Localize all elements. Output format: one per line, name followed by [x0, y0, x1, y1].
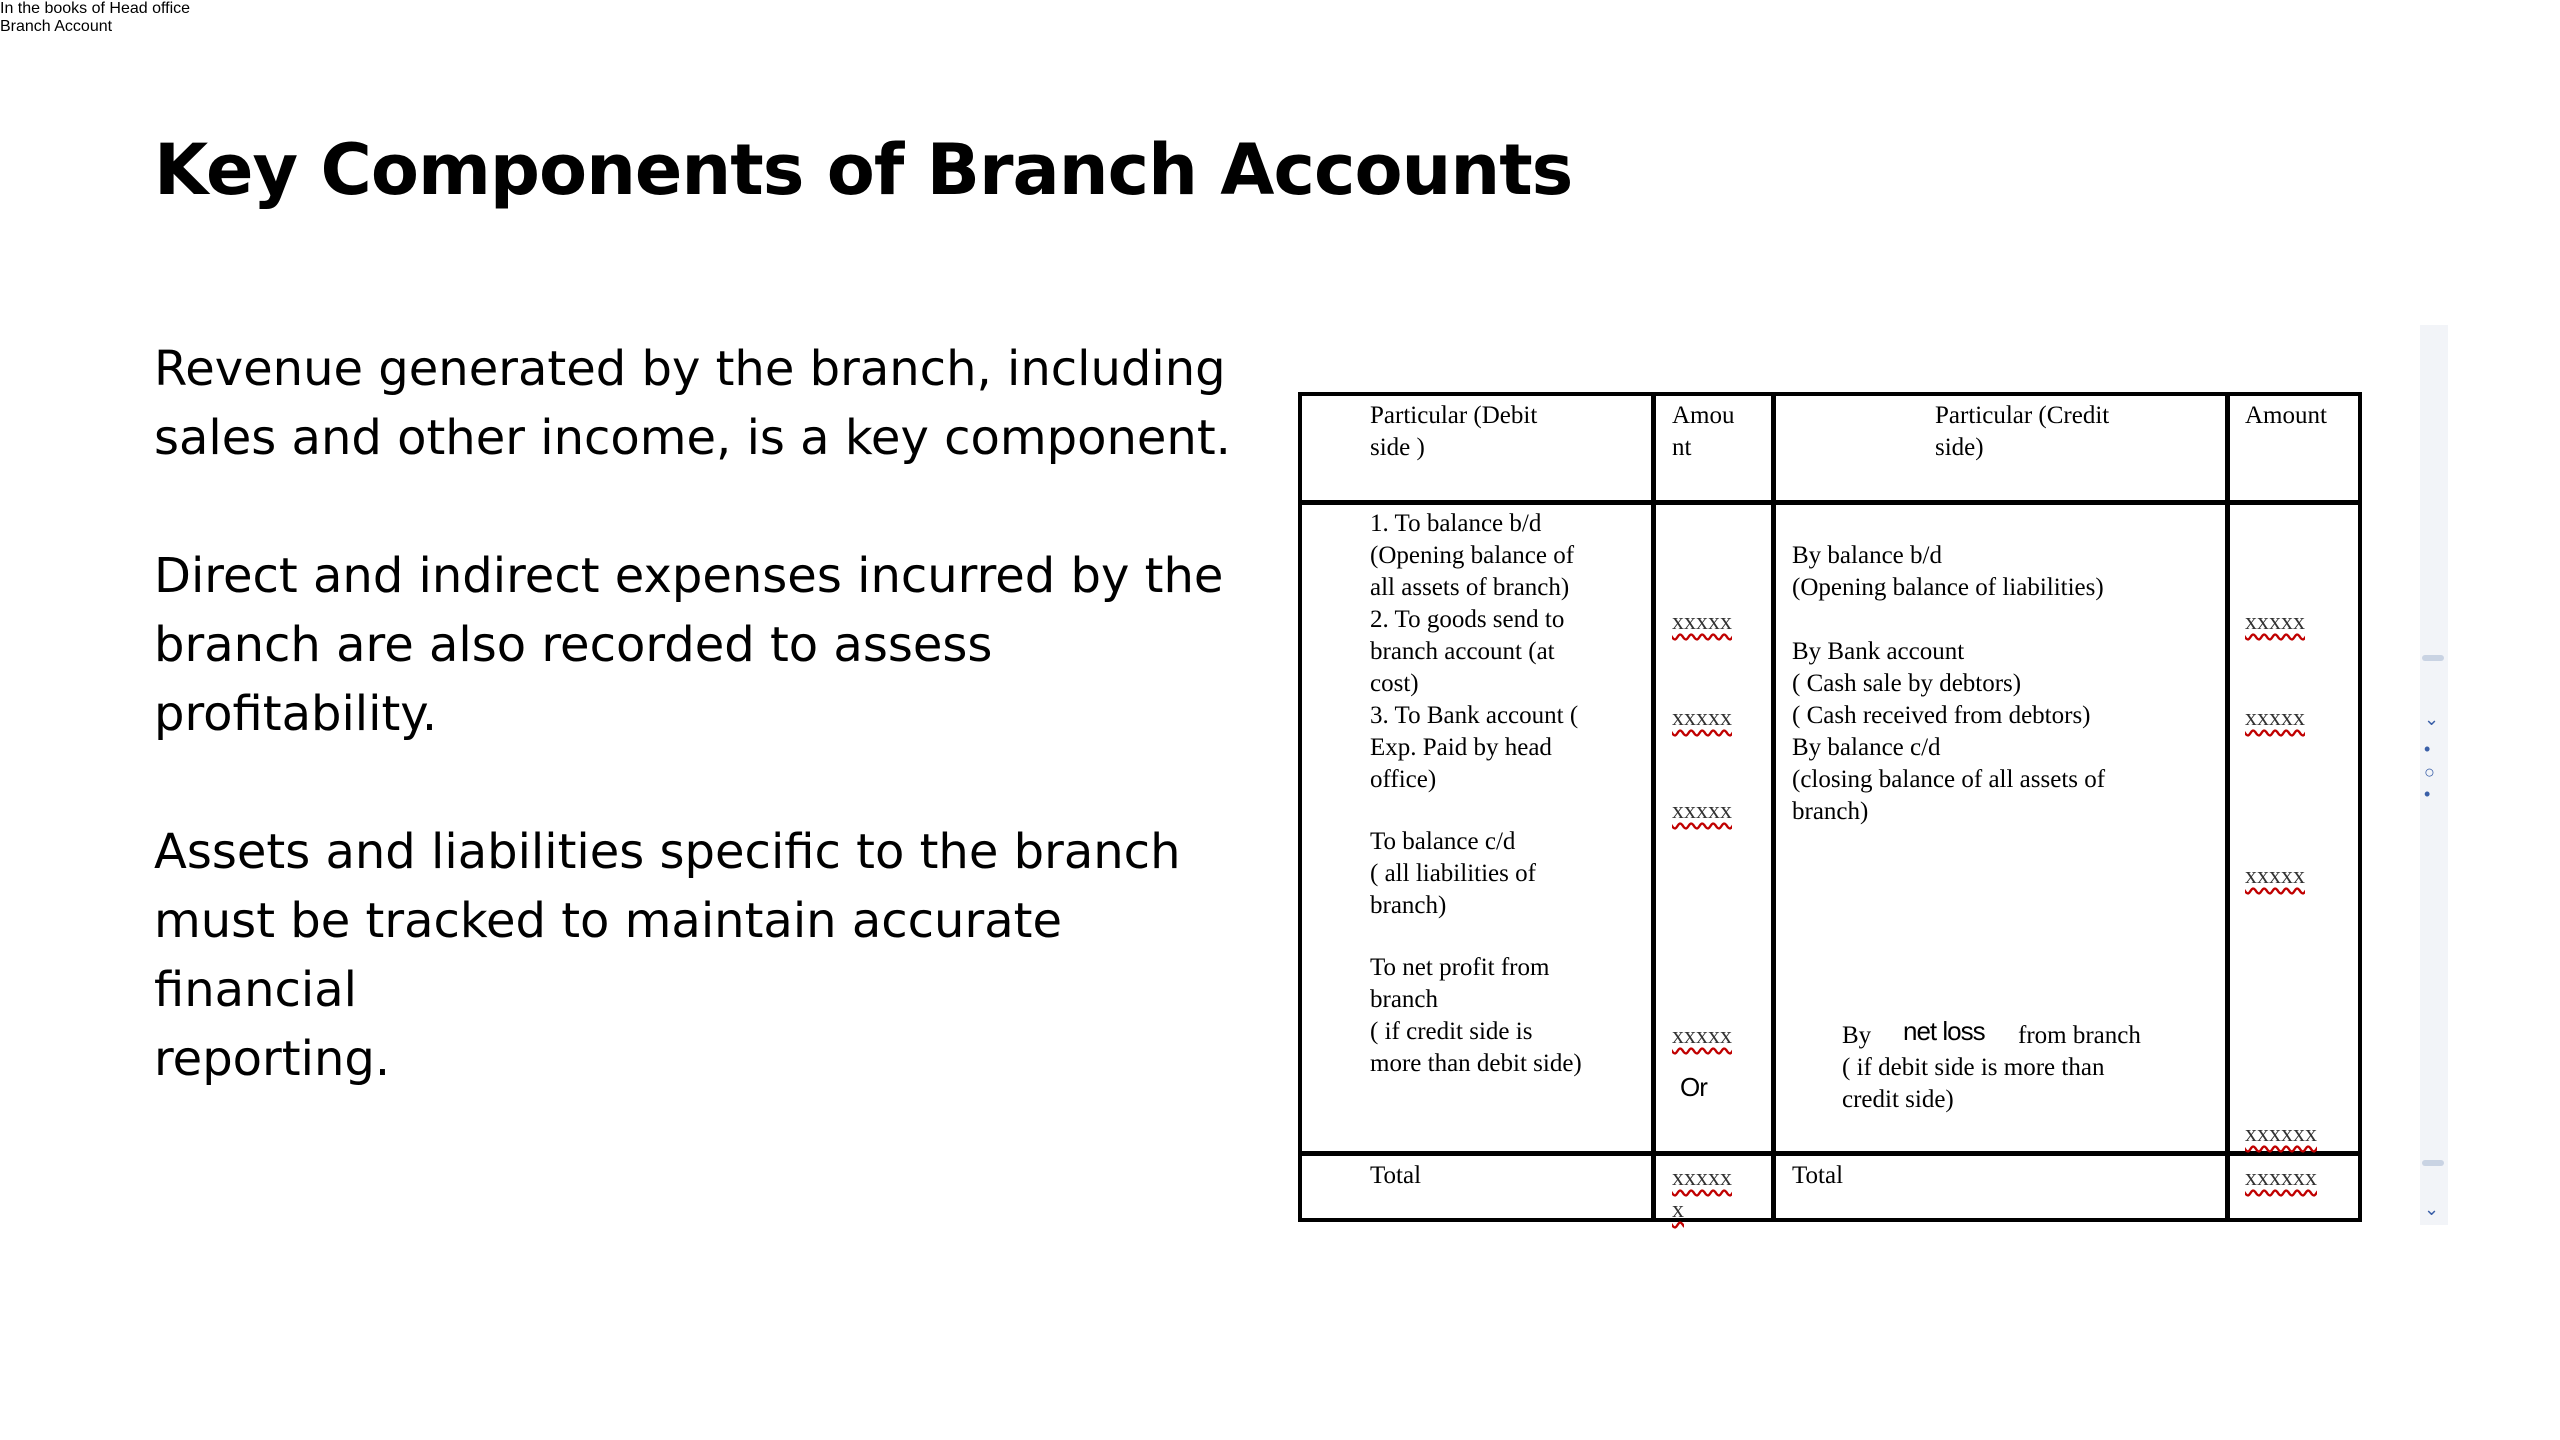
column-divider — [2225, 396, 2230, 1218]
chevron-down-icon: ⌄ — [2424, 1199, 2440, 1219]
paragraph-expenses: Direct and indirect expenses incurred by the branch are also recorded to assess profitability. — [154, 548, 1224, 742]
scrollbar-track-mark — [2422, 655, 2444, 661]
credit-from-branch: from branch — [2018, 1022, 2141, 1049]
debit-total-label: Total — [1370, 1162, 1422, 1189]
header-debit-amount: Amou nt — [1672, 402, 1735, 461]
column-divider — [1651, 396, 1656, 1218]
paragraph-assets: Assets and liabilities specific to the branch must be tracked to maintain accurate financial reporting. — [154, 824, 1181, 1087]
paragraph-revenue: Revenue generated by the branch, including sales and other income, is a key component. — [154, 341, 1231, 466]
credit-amount-3: xxxxx — [2245, 863, 2305, 889]
credit-balance-bd: By balance b/d (Opening balance of liabilities) — [1792, 542, 2104, 601]
chevron-down-icon: ⌄ — [2424, 709, 2440, 729]
credit-net-loss-note: ( if debit side is more than credit side) — [1842, 1054, 2105, 1113]
header-credit-particular: Particular (Credit side) — [1935, 402, 2110, 461]
credit-amount-2: xxxxx — [2245, 705, 2305, 731]
debit-bank-account: 3. To Bank account ( Exp. Paid by head office) — [1370, 702, 1579, 793]
table-caption-account: Branch Account — [0, 18, 113, 35]
debit-total-amount: xxxxx x — [1672, 1165, 1732, 1223]
header-credit-amount: Amount — [2245, 402, 2327, 429]
debit-amount-3: xxxxx — [1672, 798, 1732, 824]
credit-bank-and-balance: By Bank account ( Cash sale by debtors) ( Cash received from debtors) By balance c/d (closing balance of all assets of branch) — [1792, 638, 2106, 825]
credit-by-label: By — [1842, 1022, 1872, 1049]
handwritten-or: Or — [1680, 1072, 1707, 1102]
credit-total-amount: xxxxxx — [2245, 1165, 2317, 1191]
debit-balance-cd: To balance c/d ( all liabilities of branch) — [1370, 828, 1536, 919]
scrollbar-track-mark — [2422, 1160, 2444, 1166]
row-divider — [1302, 1151, 2358, 1156]
circle-icon: ○ — [2424, 762, 2435, 782]
dot-icon: • — [2424, 784, 2431, 804]
header-debit-particular: Particular (Debit side ) — [1370, 402, 1538, 461]
table-caption-books: In the books of Head office — [0, 0, 191, 17]
dot-icon: • — [2424, 739, 2431, 759]
credit-total-label: Total — [1792, 1162, 1844, 1189]
debit-balance-bd: 1. To balance b/d (Opening balance of all assets of branch) — [1370, 510, 1575, 601]
credit-amount-4: xxxxxx — [2245, 1121, 2317, 1147]
column-divider — [1771, 396, 1776, 1218]
debit-goods-sent: 2. To goods send to branch account (at cost) — [1370, 606, 1565, 697]
slide-body — [154, 335, 1264, 1163]
credit-amount-1: xxxxx — [2245, 609, 2305, 635]
debit-net-profit: To net profit from branch ( if credit side is more than debit side) — [1370, 954, 1582, 1077]
debit-amount-1: xxxxx — [1672, 609, 1732, 635]
debit-amount-4: xxxxx — [1672, 1023, 1732, 1049]
image-scrollbar — [2420, 325, 2448, 1225]
debit-amount-2: xxxxx — [1672, 705, 1732, 731]
row-divider — [1302, 500, 2358, 505]
slide-title: Key Components of Branch Accounts — [154, 129, 1573, 211]
handwritten-net-loss: net loss — [1903, 1016, 1985, 1046]
